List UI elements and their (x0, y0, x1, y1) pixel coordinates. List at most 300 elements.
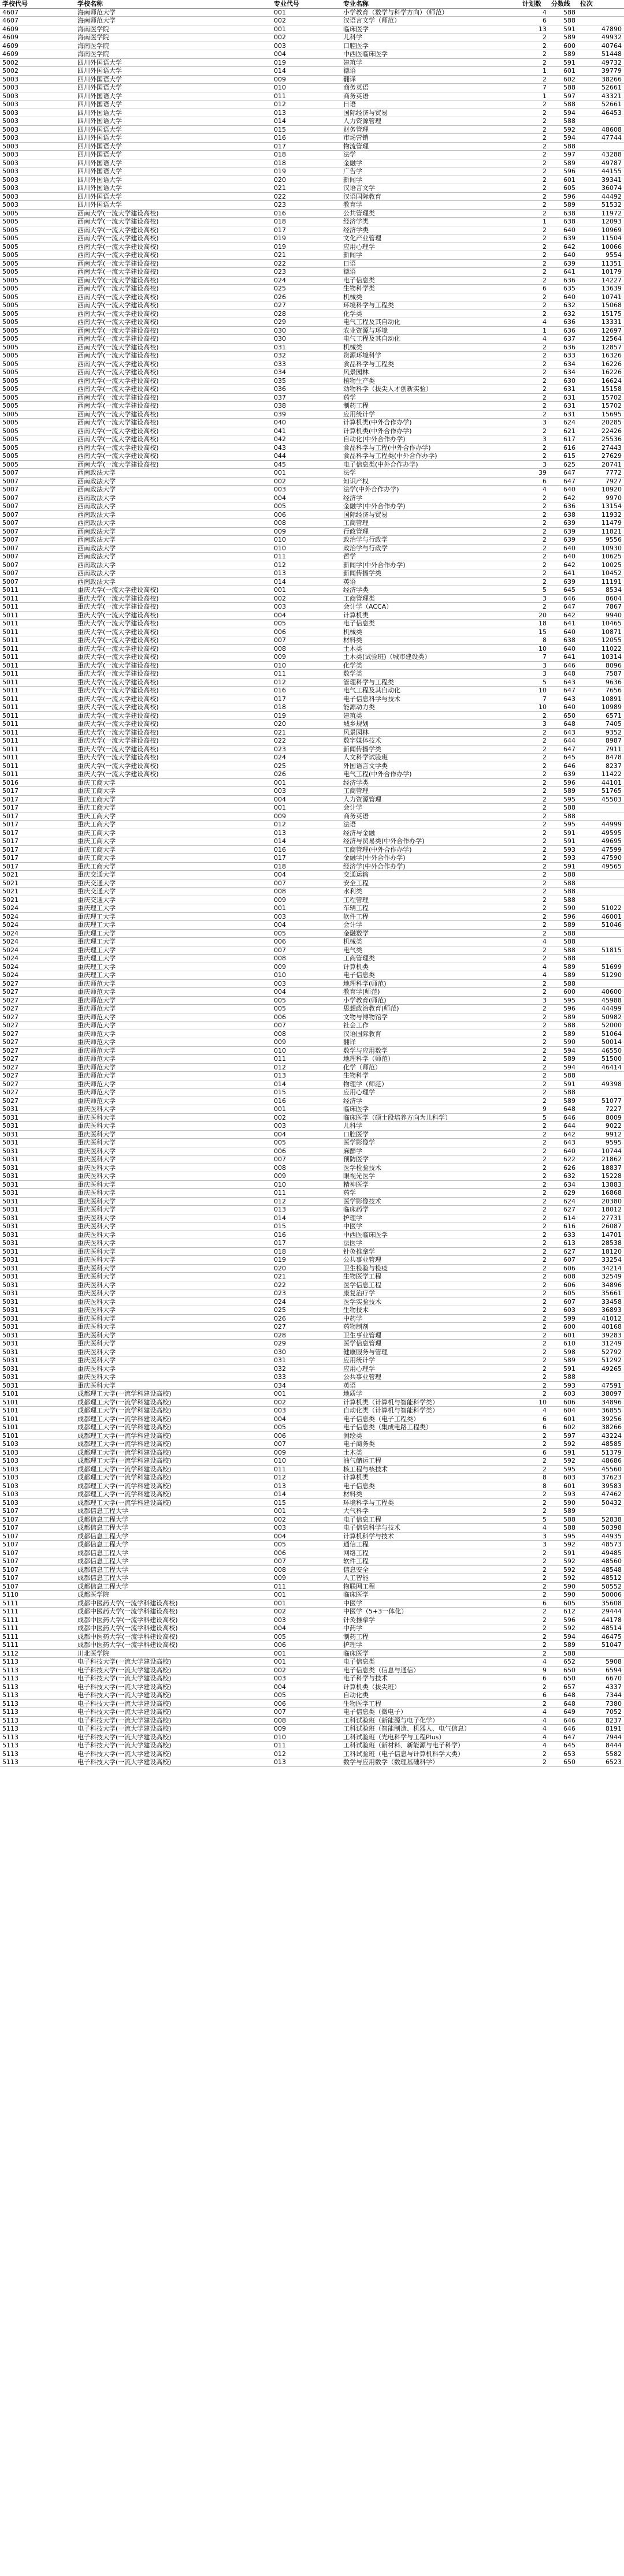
table-row (0, 460, 624, 469)
school-code-cell: 5007 (0, 553, 75, 561)
major-name-cell: 工科试验班（新材料、新能源与电子科学） (341, 1742, 520, 1750)
major-code-cell: 023 (272, 268, 341, 277)
major-code-cell: 003 (272, 979, 341, 988)
cutoff-score-cell: 591 (549, 25, 578, 33)
plan-count-cell: 1 (520, 92, 549, 100)
major-code-cell: 010 (272, 661, 341, 670)
major-name-cell: 电子信息工程 (341, 1515, 520, 1524)
cutoff-score-cell: 652 (549, 1658, 578, 1667)
school-name-cell: 西南政法大学 (75, 519, 272, 528)
school-name-cell: 重庆医科大学 (75, 1239, 272, 1248)
rank-cell: 21862 (578, 1155, 624, 1164)
major-code-cell: 006 (272, 1641, 341, 1650)
major-name-cell: 核工程与核技术 (341, 1465, 520, 1474)
major-name-cell: 文化产业管理 (341, 234, 520, 243)
rank-cell: 39256 (578, 1415, 624, 1423)
major-code-cell: 034 (272, 1381, 341, 1390)
major-code-cell: 030 (272, 1348, 341, 1356)
rank-cell (578, 929, 624, 938)
school-code-cell: 5003 (0, 142, 75, 151)
school-code-cell: 5031 (0, 1214, 75, 1222)
major-name-cell: 儿科学 (341, 1122, 520, 1131)
plan-count-cell: 2 (520, 519, 549, 528)
school-code-cell: 5011 (0, 695, 75, 703)
table-row (0, 385, 624, 394)
school-code-cell: 5024 (0, 929, 75, 938)
cutoff-score-cell: 597 (549, 151, 578, 159)
school-code-cell: 5027 (0, 979, 75, 988)
major-code-cell: 007 (272, 1440, 341, 1449)
table-row (0, 1683, 624, 1691)
school-name-cell: 成都信息工程大学 (75, 1541, 272, 1549)
school-code-cell: 5031 (0, 1281, 75, 1289)
major-name-cell: 资源环境科学 (341, 352, 520, 360)
major-name-cell: 政治学与行政学 (341, 544, 520, 553)
plan-count-cell: 2 (520, 888, 549, 896)
major-code-cell: 019 (272, 711, 341, 720)
school-name-cell: 西南大学(一流大学建设高校) (75, 243, 272, 251)
table-row (0, 167, 624, 176)
school-code-cell: 5103 (0, 1457, 75, 1466)
major-code-cell: 010 (272, 1046, 341, 1055)
plan-count-cell: 2 (520, 42, 549, 50)
rank-cell: 16868 (578, 1189, 624, 1198)
major-code-cell: 025 (272, 1306, 341, 1315)
rank-cell: 43224 (578, 1431, 624, 1440)
major-code-cell: 012 (272, 678, 341, 687)
major-code-cell: 008 (272, 1164, 341, 1172)
plan-count-cell: 4 (520, 963, 549, 971)
major-name-cell: 化学类 (341, 310, 520, 318)
major-code-cell: 006 (272, 628, 341, 636)
school-code-cell: 5011 (0, 644, 75, 653)
cutoff-score-cell: 641 (549, 620, 578, 628)
major-name-cell: 风景园林 (341, 368, 520, 377)
rank-cell: 11351 (578, 259, 624, 268)
table-row (0, 17, 624, 25)
school-code-cell: 5111 (0, 1641, 75, 1650)
rank-cell: 48512 (578, 1574, 624, 1583)
major-code-cell: 021 (272, 1273, 341, 1281)
school-name-cell: 重庆大学(一流大学建设高校) (75, 762, 272, 770)
school-name-cell: 重庆理工大学 (75, 971, 272, 980)
cutoff-score-cell: 636 (549, 502, 578, 511)
school-name-cell: 重庆大学(一流大学建设高校) (75, 687, 272, 695)
rank-cell (578, 1507, 624, 1516)
cutoff-score-cell: 640 (549, 703, 578, 712)
plan-count-cell: 2 (520, 778, 549, 787)
plan-count-cell: 2 (520, 569, 549, 578)
school-code-cell: 5101 (0, 1407, 75, 1415)
rank-cell: 33254 (578, 1256, 624, 1265)
plan-count-cell: 2 (520, 494, 549, 502)
table-row (0, 1532, 624, 1541)
cutoff-score-cell: 648 (549, 720, 578, 729)
major-name-cell: 公共管理类 (341, 209, 520, 218)
school-name-cell: 西南政法大学 (75, 486, 272, 494)
major-name-cell: 工商管理 (341, 519, 520, 528)
school-name-cell: 西南大学(一流大学建设高校) (75, 276, 272, 285)
rank-cell (578, 1072, 624, 1080)
school-name-cell: 重庆大学(一流大学建设高校) (75, 586, 272, 595)
school-code-cell: 5024 (0, 963, 75, 971)
plan-count-cell: 2 (520, 1641, 549, 1650)
major-name-cell: 电子信息类(中外合作办学) (341, 460, 520, 469)
rank-cell: 28538 (578, 1239, 624, 1248)
school-name-cell: 西南大学(一流大学建设高校) (75, 218, 272, 226)
table-row (0, 862, 624, 871)
rank-cell: 31249 (578, 1340, 624, 1348)
major-name-cell: 经济学类 (341, 586, 520, 595)
school-code-cell: 4609 (0, 33, 75, 42)
school-name-cell: 重庆理工大学 (75, 904, 272, 913)
major-code-cell: 032 (272, 1365, 341, 1373)
plan-count-cell: 2 (520, 1431, 549, 1440)
plan-count-cell: 2 (520, 1356, 549, 1365)
school-name-cell: 重庆大学(一流大学建设高校) (75, 678, 272, 687)
plan-count-cell: 2 (520, 1549, 549, 1557)
school-code-cell: 5017 (0, 845, 75, 854)
cutoff-score-cell: 601 (549, 176, 578, 184)
plan-count-cell: 2 (520, 1206, 549, 1214)
cutoff-score-cell: 639 (549, 259, 578, 268)
cutoff-score-cell: 650 (549, 1666, 578, 1675)
school-code-cell: 5005 (0, 427, 75, 435)
school-code-cell: 5021 (0, 896, 75, 904)
school-code-cell: 5101 (0, 1390, 75, 1399)
table-row (0, 1390, 624, 1399)
school-name-cell: 重庆工商大学 (75, 829, 272, 837)
major-code-cell: 018 (272, 218, 341, 226)
school-code-cell: 5007 (0, 510, 75, 519)
school-code-cell: 5107 (0, 1541, 75, 1549)
rank-cell: 43321 (578, 92, 624, 100)
plan-count-cell: 2 (520, 1022, 549, 1030)
table-row (0, 368, 624, 377)
major-name-cell: 电子信息类 (341, 1482, 520, 1490)
major-name-cell: 电子信息科学与技术 (341, 695, 520, 703)
major-name-cell: 外国语言文学类 (341, 762, 520, 770)
school-name-cell: 重庆交通大学 (75, 879, 272, 888)
school-name-cell: 重庆大学(一流大学建设高校) (75, 644, 272, 653)
school-name-cell: 电子科技大学(一流大学建设高校) (75, 1691, 272, 1700)
plan-count-cell: 2 (520, 33, 549, 42)
school-code-cell: 5007 (0, 494, 75, 502)
cutoff-score-cell: 657 (549, 1683, 578, 1691)
major-name-cell: 健康服务与管理 (341, 1348, 520, 1356)
plan-count-cell: 2 (520, 1247, 549, 1256)
table-row (0, 1448, 624, 1457)
table-row (0, 1574, 624, 1583)
school-code-cell: 5103 (0, 1440, 75, 1449)
table-row (0, 1022, 624, 1030)
major-name-cell: 工商管理(中外合作办学) (341, 845, 520, 854)
table-row (0, 1474, 624, 1482)
major-code-cell: 005 (272, 502, 341, 511)
cutoff-score-cell: 600 (549, 42, 578, 50)
table-row (0, 653, 624, 662)
school-code-cell: 5003 (0, 184, 75, 193)
school-code-cell: 5027 (0, 1005, 75, 1013)
plan-count-cell: 2 (520, 1155, 549, 1164)
cutoff-score-cell: 601 (549, 67, 578, 76)
rank-cell: 12857 (578, 343, 624, 352)
major-name-cell: 行政管理 (341, 527, 520, 536)
plan-count-cell: 2 (520, 829, 549, 837)
major-name-cell: 新闻传播学类 (341, 745, 520, 754)
major-name-cell: 临床医学 (341, 25, 520, 33)
rank-cell: 13883 (578, 1180, 624, 1189)
cutoff-score-cell: 638 (549, 218, 578, 226)
school-name-cell: 成都信息工程大学 (75, 1549, 272, 1557)
plan-count-cell: 8 (520, 636, 549, 645)
major-name-cell: 德语 (341, 67, 520, 76)
major-code-cell: 019 (272, 243, 341, 251)
major-name-cell: 小学教育(师范) (341, 996, 520, 1005)
school-name-cell: 西南大学(一流大学建设高校) (75, 310, 272, 318)
school-code-cell: 5031 (0, 1222, 75, 1231)
cutoff-score-cell: 643 (549, 695, 578, 703)
table-row (0, 1407, 624, 1415)
rank-cell: 16624 (578, 376, 624, 385)
table-row (0, 1046, 624, 1055)
school-name-cell: 四川外国语大学 (75, 67, 272, 76)
major-name-cell: 应用心理学 (341, 1365, 520, 1373)
plan-count-cell: 2 (520, 1608, 549, 1616)
major-code-cell: 014 (272, 67, 341, 76)
table-row (0, 1515, 624, 1524)
cutoff-score-cell: 597 (549, 92, 578, 100)
plan-count-cell: 2 (520, 1197, 549, 1206)
major-name-cell: 工科试验班（电子信息与计算机科学大类） (341, 1750, 520, 1758)
table-row (0, 1206, 624, 1214)
major-name-cell: 环境科学与工程类 (341, 301, 520, 310)
major-name-cell: 管理科学与工程类 (341, 678, 520, 687)
school-code-cell: 5003 (0, 134, 75, 143)
major-code-cell: 004 (272, 871, 341, 879)
rank-cell (578, 871, 624, 879)
major-code-cell: 022 (272, 1281, 341, 1289)
school-name-cell: 海南医学院 (75, 25, 272, 33)
rank-cell: 10465 (578, 620, 624, 628)
rank-cell: 35661 (578, 1289, 624, 1298)
table-row (0, 1180, 624, 1189)
major-name-cell: 临床医学 (341, 1649, 520, 1658)
cutoff-score-cell: 645 (549, 586, 578, 595)
major-name-cell: 针灸推拿学 (341, 1247, 520, 1256)
table-row (0, 67, 624, 76)
school-code-cell: 5113 (0, 1675, 75, 1683)
cutoff-score-cell: 588 (549, 955, 578, 963)
cutoff-score-cell: 631 (549, 402, 578, 411)
school-name-cell: 西南大学(一流大学建设高校) (75, 393, 272, 402)
cutoff-score-cell: 650 (549, 1675, 578, 1683)
major-code-cell: 006 (272, 1699, 341, 1708)
table-row (0, 402, 624, 411)
cutoff-score-cell: 648 (549, 1105, 578, 1114)
rank-cell: 13639 (578, 285, 624, 293)
plan-count-cell: 2 (520, 201, 549, 210)
major-name-cell: 机械类 (341, 938, 520, 946)
major-name-cell: 物联网工程 (341, 1582, 520, 1591)
plan-count-cell: 4 (520, 486, 549, 494)
school-code-cell: 5101 (0, 1423, 75, 1432)
rank-cell: 40600 (578, 988, 624, 997)
cutoff-score-cell: 646 (549, 762, 578, 770)
rank-cell: 18120 (578, 1247, 624, 1256)
school-name-cell: 成都理工大学(一流学科建设高校) (75, 1431, 272, 1440)
plan-count-cell: 2 (520, 1465, 549, 1474)
rank-cell: 49485 (578, 1549, 624, 1557)
rank-cell: 12055 (578, 636, 624, 645)
major-name-cell: 材料类 (341, 1490, 520, 1499)
major-name-cell: 电子信息类 (341, 620, 520, 628)
rank-cell: 50014 (578, 1038, 624, 1047)
school-name-cell: 成都理工大学(一流学科建设高校) (75, 1474, 272, 1482)
major-name-cell: 社会工作 (341, 1022, 520, 1030)
major-code-cell: 005 (272, 1139, 341, 1147)
school-name-cell: 四川外国语大学 (75, 142, 272, 151)
major-code-cell: 005 (272, 1005, 341, 1013)
plan-count-cell: 2 (520, 812, 549, 821)
table-row (0, 443, 624, 452)
school-code-cell: 5005 (0, 226, 75, 234)
major-name-cell: 经济学(中外合作办学) (341, 862, 520, 871)
table-row (0, 1214, 624, 1222)
table-row (0, 829, 624, 837)
plan-count-cell: 2 (520, 352, 549, 360)
school-code-cell: 5017 (0, 862, 75, 871)
school-code-cell: 5003 (0, 151, 75, 159)
major-name-cell: 工科试验班（智能制造、机器人、电气信息） (341, 1725, 520, 1734)
school-name-cell: 海南医学院 (75, 42, 272, 50)
plan-count-cell: 2 (520, 1632, 549, 1641)
major-code-cell: 004 (272, 1532, 341, 1541)
school-name-cell: 重庆大学(一流大学建设高校) (75, 695, 272, 703)
table-row (0, 510, 624, 519)
cutoff-score-cell: 643 (549, 728, 578, 737)
cutoff-score-cell: 589 (549, 963, 578, 971)
major-code-cell: 019 (272, 167, 341, 176)
cutoff-score-cell: 600 (549, 1323, 578, 1332)
major-name-cell: 金融学(中外合作办学) (341, 502, 520, 511)
table-row (0, 259, 624, 268)
school-name-cell: 西南政法大学 (75, 527, 272, 536)
cutoff-score-cell: 644 (549, 737, 578, 745)
major-name-cell: 电气类 (341, 946, 520, 955)
table-row (0, 452, 624, 461)
rank-cell: 6670 (578, 1675, 624, 1683)
cutoff-score-cell: 598 (549, 1348, 578, 1356)
major-name-cell: 计算机类 (341, 1474, 520, 1482)
major-code-cell: 016 (272, 134, 341, 143)
rank-cell: 12697 (578, 326, 624, 335)
table-row (0, 1105, 624, 1114)
rank-cell: 48514 (578, 1624, 624, 1633)
major-code-cell: 014 (272, 1214, 341, 1222)
table-row (0, 1356, 624, 1365)
rank-cell: 13331 (578, 318, 624, 327)
rank-cell: 39583 (578, 1482, 624, 1490)
rank-cell: 49932 (578, 33, 624, 42)
cutoff-score-cell: 588 (549, 142, 578, 151)
major-name-cell: 土木类 (341, 644, 520, 653)
plan-count-cell: 2 (520, 929, 549, 938)
school-code-cell: 5107 (0, 1574, 75, 1583)
major-name-cell: 计算机科学与技术 (341, 1532, 520, 1541)
cutoff-score-cell: 593 (549, 1381, 578, 1390)
plan-count-cell: 2 (520, 896, 549, 904)
major-code-cell: 010 (272, 1457, 341, 1466)
school-name-cell: 西南大学(一流大学建设高校) (75, 234, 272, 243)
major-name-cell: 数学与应用数学 (341, 1046, 520, 1055)
cutoff-score-cell: 625 (549, 460, 578, 469)
table-row (0, 318, 624, 327)
school-name-cell: 重庆医科大学 (75, 1381, 272, 1390)
rank-cell: 18012 (578, 1206, 624, 1214)
major-code-cell: 006 (272, 1549, 341, 1557)
cutoff-score-cell: 588 (549, 879, 578, 888)
major-name-cell: 翻译 (341, 75, 520, 84)
school-code-cell: 5005 (0, 385, 75, 394)
table-row (0, 1658, 624, 1667)
table-row (0, 1222, 624, 1231)
school-code-cell: 5031 (0, 1256, 75, 1265)
plan-count-cell: 4 (520, 938, 549, 946)
school-code-cell: 5011 (0, 711, 75, 720)
rank-cell: 36074 (578, 184, 624, 193)
cutoff-score-cell: 591 (549, 862, 578, 871)
school-name-cell: 电子科技大学(一流大学建设高校) (75, 1683, 272, 1691)
plan-count-cell: 4 (520, 1407, 549, 1415)
plan-count-cell: 2 (520, 50, 549, 59)
table-row (0, 1524, 624, 1533)
plan-count-cell: 2 (520, 125, 549, 134)
major-name-cell: 数学与应用数学（数理基础科学） (341, 1758, 520, 1767)
major-code-cell: 004 (272, 1415, 341, 1423)
plan-count-cell: 2 (520, 1172, 549, 1181)
major-code-cell: 008 (272, 1030, 341, 1038)
table-row (0, 1691, 624, 1700)
school-code-cell: 5011 (0, 728, 75, 737)
table-row (0, 912, 624, 921)
major-name-cell: 城乡规划 (341, 720, 520, 729)
school-name-cell: 重庆医科大学 (75, 1130, 272, 1139)
table-row (0, 544, 624, 553)
rank-cell: 48573 (578, 1541, 624, 1549)
table-row (0, 770, 624, 779)
rank-cell: 51699 (578, 963, 624, 971)
plan-count-cell: 2 (520, 862, 549, 871)
school-name-cell: 成都理工大学(一流学科建设高校) (75, 1415, 272, 1423)
plan-count-cell: 2 (520, 376, 549, 385)
major-code-cell: 033 (272, 360, 341, 368)
major-code-cell: 002 (272, 17, 341, 25)
major-code-cell: 003 (272, 1407, 341, 1415)
table-row (0, 778, 624, 787)
table-row (0, 620, 624, 628)
major-code-cell: 002 (272, 1398, 341, 1407)
cutoff-score-cell: 596 (549, 1005, 578, 1013)
plan-count-cell: 6 (520, 17, 549, 25)
rank-cell: 49398 (578, 1080, 624, 1088)
plan-count-cell: 2 (520, 243, 549, 251)
school-name-cell: 成都理工大学(一流学科建设高校) (75, 1398, 272, 1407)
rank-cell: 10744 (578, 1147, 624, 1155)
major-name-cell: 教育学(师范) (341, 988, 520, 997)
cutoff-score-cell: 606 (549, 1281, 578, 1289)
major-code-cell: 026 (272, 293, 341, 301)
